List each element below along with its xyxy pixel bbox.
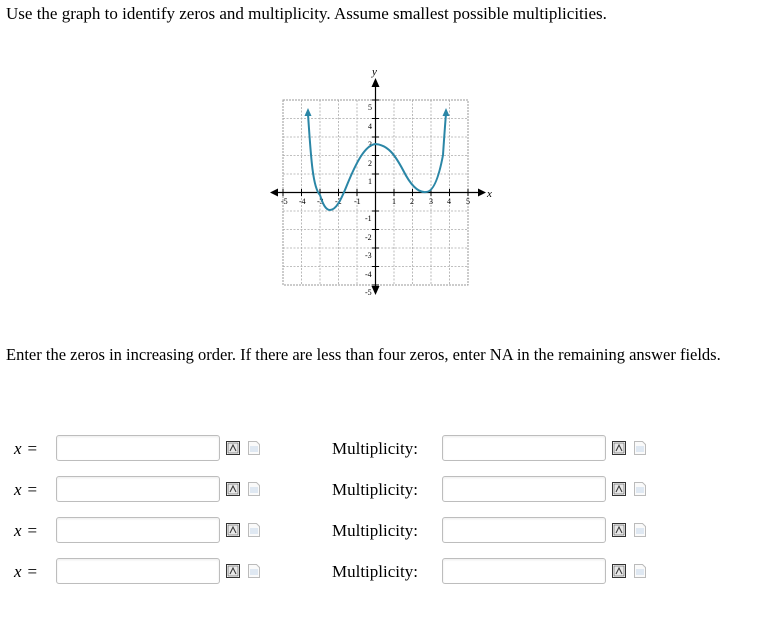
multiplicity-label: Multiplicity:	[332, 480, 418, 499]
zero-input[interactable]	[56, 435, 220, 461]
y-axis-arrow-up	[372, 78, 380, 87]
y-tick-label: -5	[365, 288, 372, 297]
document-icon[interactable]	[633, 481, 647, 497]
zero-input[interactable]	[56, 476, 220, 502]
document-icon[interactable]	[633, 440, 647, 456]
y-axis-arrow-down	[372, 286, 380, 295]
x-axis-arrow-right	[478, 189, 486, 197]
multiplicity-input[interactable]	[442, 435, 606, 461]
multiplicity-label: Multiplicity:	[332, 562, 418, 581]
document-icon[interactable]	[633, 563, 647, 579]
answer-row	[0, 516, 774, 546]
multiplicity-input[interactable]	[442, 476, 606, 502]
zero-input[interactable]	[56, 558, 220, 584]
y-tick-label: 4	[368, 122, 372, 131]
document-icon[interactable]	[247, 563, 261, 579]
zero-label: x =	[14, 562, 38, 581]
x-tick-label: -4	[299, 197, 306, 206]
curve-arrow-left	[305, 108, 312, 116]
multiplicity-input[interactable]	[442, 558, 606, 584]
x-tick-label: -1	[354, 197, 361, 206]
document-icon[interactable]	[633, 522, 647, 538]
polynomial-graph	[268, 60, 498, 300]
x-tick-label: -5	[281, 197, 288, 206]
equation-editor-icon[interactable]	[226, 440, 240, 456]
equation-editor-icon[interactable]	[612, 522, 626, 538]
curve-arrow-right	[443, 108, 450, 116]
y-tick-label: -1	[365, 214, 372, 223]
document-icon[interactable]	[247, 440, 261, 456]
y-tick-label: 2	[368, 159, 372, 168]
y-axis-label: y	[372, 66, 377, 78]
x-axis-label: x	[487, 188, 492, 200]
equation-editor-icon[interactable]	[612, 440, 626, 456]
multiplicity-label: Multiplicity:	[332, 439, 418, 458]
x-tick-label: -3	[317, 197, 324, 206]
equation-editor-icon[interactable]	[612, 481, 626, 497]
zero-label: x =	[14, 521, 38, 540]
equation-editor-icon[interactable]	[226, 563, 240, 579]
x-tick-label: 4	[447, 197, 451, 206]
polynomial-curve	[308, 114, 446, 210]
document-icon[interactable]	[247, 522, 261, 538]
question-text: Use the graph to identify zeros and multiplicity. Assume smallest possible multiplicities.	[6, 4, 607, 23]
answer-row	[0, 434, 774, 464]
document-icon[interactable]	[247, 481, 261, 497]
zero-label: x =	[14, 439, 38, 458]
instructions-text: Enter the zeros in increasing order. If there are less than four zeros, enter NA in the remaining answer fields.	[6, 345, 721, 364]
equation-editor-icon[interactable]	[612, 563, 626, 579]
y-tick-label: -4	[365, 270, 372, 279]
x-tick-label: 3	[429, 197, 433, 206]
y-tick-label: 3	[368, 140, 372, 149]
multiplicity-input[interactable]	[442, 517, 606, 543]
y-tick-label: -2	[365, 233, 372, 242]
multiplicity-label: Multiplicity:	[332, 521, 418, 540]
equation-editor-icon[interactable]	[226, 481, 240, 497]
y-tick-label: 1	[368, 177, 372, 186]
x-tick-label: 2	[410, 197, 414, 206]
y-tick-label: -3	[365, 251, 372, 260]
answer-row	[0, 475, 774, 505]
zero-input[interactable]	[56, 517, 220, 543]
answer-row	[0, 557, 774, 587]
y-tick-label: 5	[368, 103, 372, 112]
x-tick-label: 1	[392, 197, 396, 206]
zero-label: x =	[14, 480, 38, 499]
x-tick-label: -2	[335, 197, 342, 206]
equation-editor-icon[interactable]	[226, 522, 240, 538]
x-axis-arrow-left	[270, 189, 278, 197]
x-tick-label: 5	[466, 197, 470, 206]
